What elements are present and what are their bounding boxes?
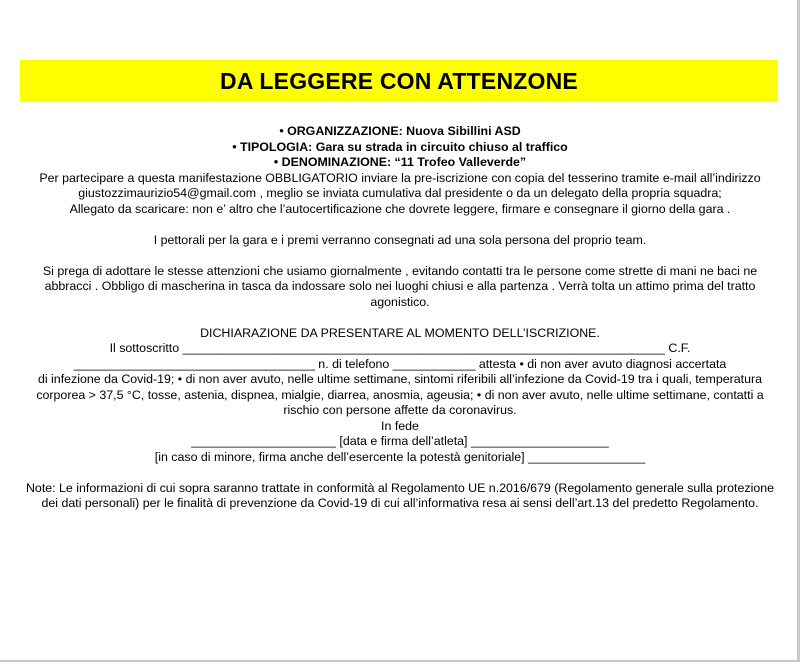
declaration-heading: DICHIARAZIONE DA PRESENTARE AL MOMENTO DELL’ISCRIZIONE. <box>200 325 600 340</box>
declaration-name-line: Il sottoscritto ______________________________________________________________________ C.F. <box>109 341 691 355</box>
declaration-phone-line: ___________________________________ n. di telefono ____________ attesta • di non aver avuto diagnosi accertata <box>73 356 727 371</box>
athlete-signature-line: _____________________ [data e firma dell’atleta] ____________________ <box>191 434 609 448</box>
banner-title: DA LEGGERE CON ATTENZONE <box>220 67 578 94</box>
privacy-note: Note: Le informazioni di cui sopra saranno trattate in conformità al Regolamento UE n.2016/679 (Regolamento generale sulla protezione dei dati personali) per le finalità di prevenzione da Covid-19 di cui all’informativa resa ai sensi dell’art.13 del predetto Regolamento. <box>25 480 774 510</box>
denominazione-line: • DENOMINAZIONE: “11 Trofeo Valleverde” <box>273 155 527 169</box>
spacer <box>20 465 780 481</box>
document-body <box>20 124 780 512</box>
organizzazione-line: • ORGANIZZAZIONE: Nuova Sibillini ASD <box>279 124 521 138</box>
attachment-paragraph: Allegato da scaricare: non e’ altro che l’autocertificazione che dovrete leggere, firmare e consegnare il giorno della gara . <box>69 201 731 216</box>
precautions-paragraph: Si prega di adottare le stesse attenzioni che usiamo giornalmente , evitando contatti tra le persone come strette di mani ne baci ne abbracci . Obbligo di mascherina in tasca da indossare solo nei luoghi chiusi e alla partenza . Verrà tolta un attimo prima del tratto agonistico. <box>42 263 758 309</box>
spacer <box>20 310 780 326</box>
registration-paragraph: Per partecipare a questa manifestazione OBBLIGATORIO inviare la pre-iscrizione con copia del tesserino tramite e-mail all’indirizzo giustozzimaurizio54@gmail.com , meglio se inviata cumulativa dal presidente o da un delegato della propria squadra; <box>39 170 761 200</box>
tipologia-line: • TIPOLOGIA: Gara su strada in circuito chiuso al traffico <box>232 139 568 154</box>
warning-banner <box>20 60 778 102</box>
guardian-signature-line: [in caso di minore, firma anche dell’esercente la potestà genitoriale] _________________ <box>154 449 646 464</box>
bib-paragraph: I pettorali per la gara e i premi verranno consegnati ad una sola persona del proprio team. <box>153 232 647 247</box>
in-fede-label: In fede <box>381 418 419 433</box>
declaration-body: di infezione da Covid-19; • di non aver avuto, nelle ultime settimane, sintomi riferibili all’infezione da Covid-19 tra i quali, temperatura corporea > 37,5 °C, tosse, astenia, dispnea, mialgie, diarrea, anosmia, ageusia; • di non aver avuto, nelle ultime settimane, contatti a rischio con persone affette da coronavirus. <box>36 372 764 417</box>
spacer <box>20 217 780 233</box>
spacer <box>20 248 780 264</box>
